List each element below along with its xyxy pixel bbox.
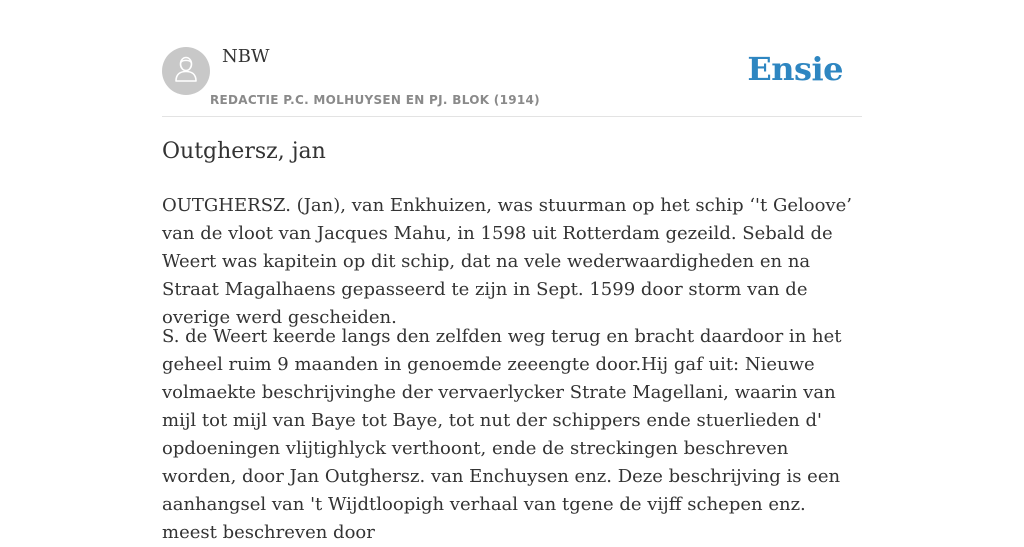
article-header (162, 0, 862, 117)
author-subtitle: REDACTIE P.C. MOLHUYSEN EN PJ. BLOK (1914) (210, 93, 540, 107)
page-title: Outghersz, jan (162, 139, 326, 164)
author-name[interactable]: NBW (222, 46, 270, 67)
brand-logo[interactable]: Ensie (747, 50, 843, 88)
article-paragraph-2: S. de Weert keerde langs den zelfden weg terug en bracht daardoor in het geheel ruim 9 maanden in genoemde zeeengte door.Hij gaf uit: Nieuwe volmaekte beschrijvinghe der vervaerlycker Strate Magellani, waarin van mijl tot mijl van Baye tot Baye, tot nut der schippers ende stuerlieden d' opdoeningen vlijtighlyck verthoont, ende de streckingen beschreven worden, door Jan Outghersz. van Enchuysen enz. Deze beschrijving is een aanhangsel van 't Wijdtloopigh verhaal van tgene de vijff schepen enz. meest beschreven door (162, 326, 842, 543)
main-content (162, 0, 862, 543)
avatar[interactable] (162, 47, 210, 95)
user-silhouette-icon (173, 54, 199, 89)
article-paragraph-1: OUTGHERSZ. (Jan), van Enkhuizen, was stuurman op het schip ‘'t Geloove’ van de vloot van Jacques Mahu, in 1598 uit Rotterdam gezeild. Sebald de Weert was kapitein op dit schip, dat na vele wederwaardigheden en na Straat Magalhaens gepasseerd te zijn in Sept. 1599 door storm van de overige werd gescheiden. (162, 195, 852, 328)
